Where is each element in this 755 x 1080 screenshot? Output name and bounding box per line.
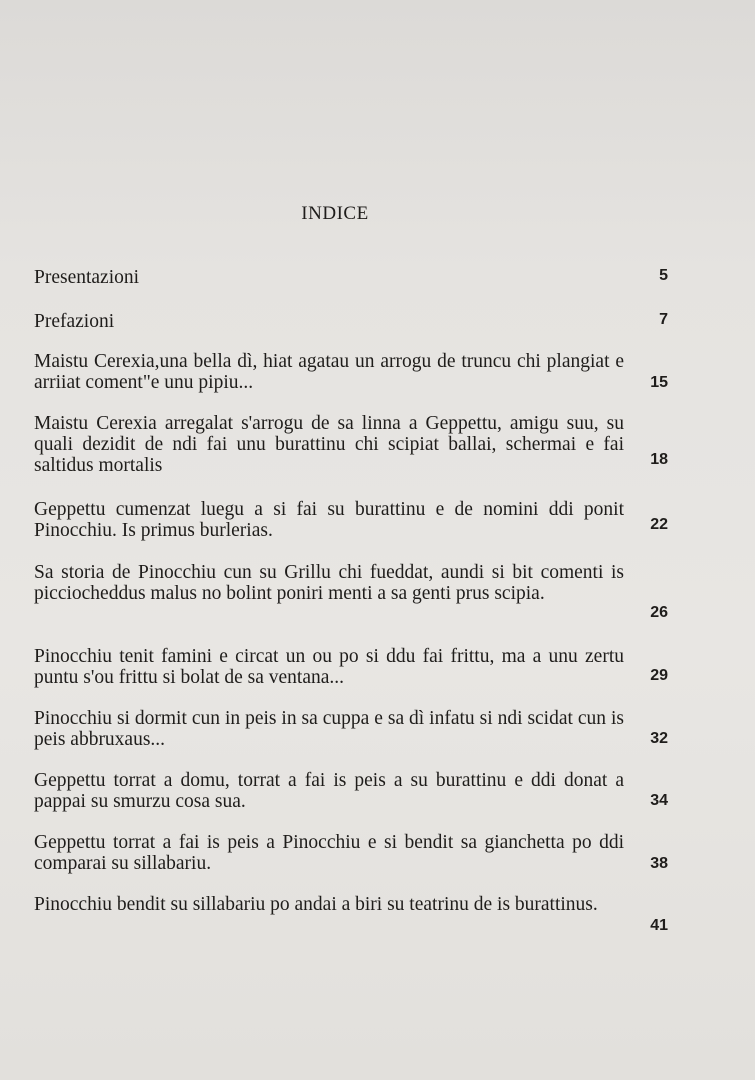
toc-entry-page: 34 (650, 792, 668, 809)
toc-entry-title: Geppettu cumenzat luegu a si fai su burattinu e de nomini ddi ponit Pinocchiu. Is primus burlerias. (34, 499, 624, 541)
toc-entry-title: Geppettu torrat a fai is peis a Pinocchiu e si bendit sa gianchetta po ddi comparai su sillabariu. (34, 832, 624, 874)
toc-entry (34, 708, 670, 750)
toc-entry-title: Maistu Cerexia arregalat s'arrogu de sa linna a Geppettu, amigu suu, su quali dezidit de ndi fai unu burattinu chi scipiat ballai, schermai e fai saltidus mortalis (34, 413, 624, 476)
toc-entry (34, 646, 670, 688)
toc-entry (34, 311, 670, 332)
toc-entry-page: 32 (650, 730, 668, 747)
toc-entry-title: Pinocchiu si dormit cun in peis in sa cuppa e sa dì infatu si ndi scidat cun is peis abbruxaus... (34, 708, 624, 750)
toc-entry-page: 15 (650, 374, 668, 391)
toc-entry (34, 499, 670, 541)
toc-entry-page: 5 (659, 267, 668, 284)
toc-entry-page: 7 (659, 311, 668, 328)
toc-entry-title: Presentazioni (34, 267, 140, 288)
toc-entry-page: 38 (650, 855, 668, 872)
toc-entry-page: 26 (650, 604, 668, 621)
toc-entry-title: Pinocchiu bendit su sillabariu po andai a biri su teatrinu de is burattinus. (34, 894, 598, 915)
toc-entry-title: Maistu Cerexia,una bella dì, hiat agatau un arrogu de truncu chi plangiat e arriiat coment"e unu pipiu... (34, 351, 624, 393)
toc-entry (34, 562, 670, 621)
toc-entry-page: 41 (650, 917, 668, 934)
toc-entry-page: 18 (650, 451, 668, 468)
toc-entry-title: Pinocchiu tenit famini e circat un ou po si ddu fai frittu, ma a unu zertu puntu s'ou frittu si bolat de sa ventana... (34, 646, 624, 688)
toc-entry (34, 894, 670, 934)
toc-entry-page: 22 (650, 516, 668, 533)
toc-entry-title: Prefazioni (34, 311, 115, 332)
toc-entry (34, 413, 670, 476)
page-title: INDICE (301, 203, 369, 224)
toc-entry (34, 351, 670, 393)
toc-entry (34, 770, 670, 812)
toc-entry-title: Geppettu torrat a domu, torrat a fai is peis a su burattinu e ddi donat a pappai su smurzu cosa sua. (34, 770, 624, 812)
toc-entry-title: Sa storia de Pinocchiu cun su Grillu chi fueddat, aundi si bit comenti is picciocheddus malus no bolint poniri menti a sa genti prus scipia. (34, 562, 624, 604)
toc-entry (34, 267, 670, 288)
toc-entry (34, 832, 670, 874)
toc-entry-page: 29 (650, 667, 668, 684)
